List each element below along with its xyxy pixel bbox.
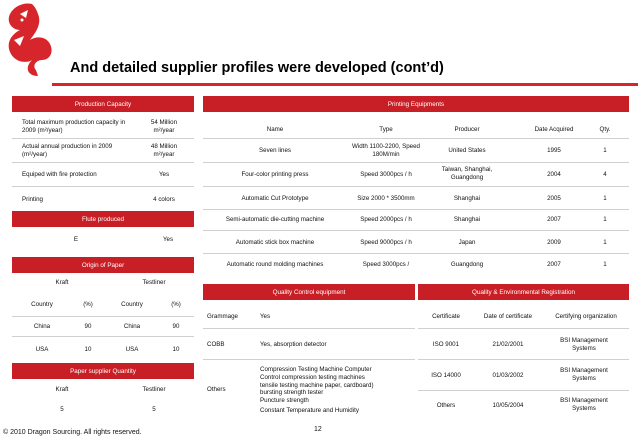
- quality-others-line: Control compression testing machines: [260, 373, 365, 381]
- divider: [418, 328, 629, 329]
- supplier-col-kraft: Kraft: [55, 386, 69, 393]
- printing-cell-qty: 1: [603, 239, 607, 246]
- divider: [203, 253, 629, 254]
- flute-produced-header: Flute produced: [12, 211, 194, 227]
- printing-cell-producer: Taiwan, Shanghai, Guangdong: [441, 166, 493, 181]
- quality-row-value: Yes: [260, 313, 271, 320]
- paper-supplier-quantity-header: Paper supplier Quantity: [12, 363, 194, 379]
- printing-cell-name: Automatic stick box machine: [235, 239, 315, 246]
- printing-cell-type: Speed 2000pcs / h: [360, 216, 412, 223]
- printing-col-producer: Producer: [454, 126, 480, 133]
- printing-equipments-header: Printing Equipments: [203, 96, 629, 112]
- registration-cell-date: 21/02/2001: [492, 341, 524, 348]
- printing-cell-producer: Shanghai: [453, 195, 481, 202]
- registration-cell-certificate: ISO 14000: [431, 372, 461, 379]
- registration-col-certificate: Certificate: [432, 313, 460, 320]
- divider: [418, 359, 629, 360]
- divider: [203, 186, 629, 187]
- divider: [12, 162, 194, 163]
- page-title: And detailed supplier profiles were developed (cont’d): [70, 60, 444, 76]
- quality-others-line: Compression Testing Machine Computer: [260, 366, 372, 373]
- production-row-value: 4 colors: [153, 196, 175, 203]
- quality-control-header: Quality Control equipment: [203, 284, 415, 300]
- printing-col-date: Date Acquired: [534, 126, 574, 133]
- printing-cell-date: 2007: [547, 261, 561, 268]
- divider: [203, 230, 629, 231]
- divider: [203, 209, 629, 210]
- production-row-value: 48 Million m²/year: [150, 143, 178, 158]
- printing-cell-producer: Guangdong: [450, 261, 484, 268]
- divider: [418, 390, 629, 391]
- printing-cell-name: Four-color printing press: [241, 171, 309, 178]
- divider: [203, 328, 415, 329]
- origin-cell: USA: [35, 346, 49, 353]
- quality-others-line: bursting strength tester: [260, 389, 324, 397]
- printing-cell-qty: 1: [603, 261, 607, 268]
- printing-cell-date: 2009: [547, 239, 561, 246]
- registration-cell-date: 10/05/2004: [492, 402, 524, 409]
- registration-cell-org: BSI Management Systems: [560, 367, 608, 382]
- printing-cell-name: Semi-automatic die-cutting machine: [225, 216, 325, 223]
- production-row-label: Actual annual production in 2009 (m²/year): [22, 143, 113, 158]
- production-row-label: Printing: [22, 196, 43, 203]
- printing-cell-type: Size 2000 * 3500mm: [357, 195, 415, 202]
- flute-value: Yes: [162, 236, 174, 243]
- registration-col-org: Certifying organization: [555, 313, 617, 320]
- title-underline: [52, 83, 638, 86]
- registration-cell-org: BSI Management Systems: [560, 397, 608, 412]
- printing-cell-date: 2004: [547, 171, 561, 178]
- production-row-label: Total maximum production capacity in 2009 (m²/year): [22, 119, 126, 134]
- quality-others-list: [260, 366, 415, 413]
- divider: [12, 336, 194, 337]
- registration-cell-certificate: Others: [436, 402, 456, 409]
- printing-cell-qty: 1: [603, 195, 607, 202]
- origin-col-percent: (%): [171, 301, 181, 308]
- registration-cell-date: 01/03/2002: [492, 372, 524, 379]
- quality-row-label: Grammage: [207, 313, 238, 320]
- flute-label: E: [73, 236, 79, 243]
- origin-cell: 90: [172, 323, 180, 330]
- printing-col-name: Name: [266, 126, 284, 133]
- quality-others-line: Puncture strength: [260, 397, 309, 404]
- divider: [12, 316, 194, 317]
- printing-cell-date: 2005: [547, 195, 561, 202]
- printing-cell-type: Speed 3000pcs /: [362, 261, 410, 268]
- registration-cell-certificate: ISO 9001: [432, 341, 460, 348]
- origin-cell: China: [33, 323, 51, 330]
- printing-cell-qty: 1: [603, 147, 607, 154]
- production-row-label: Equiped with fire protection: [22, 171, 97, 178]
- production-capacity-header: Production Capacity: [12, 96, 194, 112]
- origin-cell: 90: [84, 323, 92, 330]
- origin-col-percent: (%): [83, 301, 93, 308]
- origin-col-country: Country: [121, 301, 143, 308]
- printing-cell-qty: 1: [603, 216, 607, 223]
- divider: [203, 359, 415, 360]
- quality-row-value: Yes, absorption detector: [260, 341, 327, 348]
- printing-cell-name: Seven lines: [259, 147, 291, 154]
- origin-cell: 10: [172, 346, 180, 353]
- divider: [12, 186, 194, 187]
- printing-cell-qty: 4: [603, 171, 607, 178]
- origin-of-paper-header: Origin of Paper: [12, 257, 194, 273]
- printing-cell-producer: Shanghai: [453, 216, 481, 223]
- origin-cell: China: [123, 323, 141, 330]
- origin-col-country: Country: [31, 301, 53, 308]
- registration-cell-org: BSI Management Systems: [560, 337, 608, 352]
- copyright-footer: © 2010 Dragon Sourcing. All rights reserved.: [3, 429, 142, 436]
- quality-row-label: COBB: [207, 341, 225, 348]
- origin-group-testliner: Testliner: [142, 279, 166, 286]
- origin-cell: USA: [125, 346, 139, 353]
- printing-cell-type: Width 1100-2200, Speed 180M/min: [352, 143, 420, 158]
- printing-cell-producer: Japan: [458, 239, 476, 246]
- printing-cell-type: Speed 9000pcs / h: [360, 239, 412, 246]
- printing-cell-date: 1995: [547, 147, 561, 154]
- supplier-col-testliner: Testliner: [142, 386, 166, 393]
- printing-cell-name: Automatic round molding machines: [226, 261, 324, 268]
- supplier-value-kraft: 5: [60, 406, 64, 413]
- page-number: 12: [314, 426, 322, 433]
- printing-cell-producer: United States: [448, 147, 486, 154]
- production-row-value: 54 Million m²/year: [150, 119, 178, 134]
- registration-col-date: Date of certificate: [483, 313, 533, 320]
- printing-cell-date: 2007: [547, 216, 561, 223]
- quality-others-line: Constant Temperature and Humidity: [260, 406, 359, 414]
- registration-header: Quality & Environmental Registration: [418, 284, 629, 300]
- quality-others-line: tensile testing machine paper, cardboard): [260, 381, 374, 389]
- origin-cell: 10: [84, 346, 92, 353]
- printing-cell-type: Speed 3000pcs / h: [360, 171, 412, 178]
- printing-col-qty: Qty.: [599, 126, 611, 133]
- divider: [12, 138, 194, 139]
- quality-row-label: Others: [207, 386, 226, 393]
- dragon-logo: [2, 0, 58, 78]
- production-row-value: Yes: [158, 171, 170, 178]
- printing-col-type: Type: [379, 126, 393, 133]
- origin-group-kraft: Kraft: [55, 279, 69, 286]
- printing-cell-name: Automatic Cut Prototype: [241, 195, 309, 202]
- supplier-value-testliner: 5: [152, 406, 156, 413]
- divider: [203, 162, 629, 163]
- divider: [203, 138, 629, 139]
